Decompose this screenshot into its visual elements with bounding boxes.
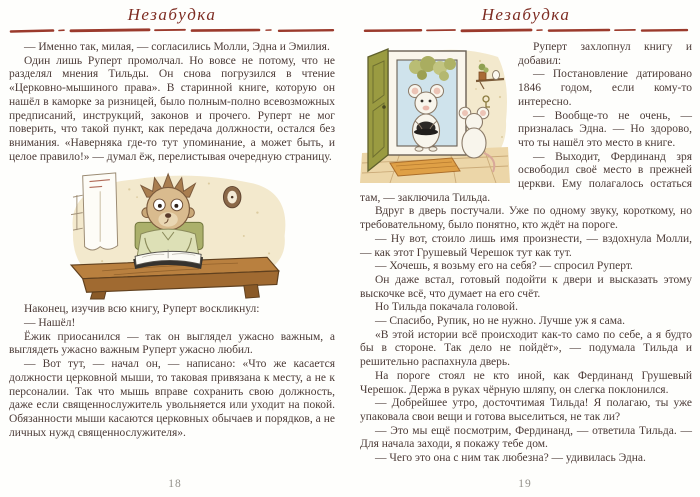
text-block (360, 41, 692, 466)
paragraph: — Это мы ещё посмотрим, Фердинанд, — ответила Тильда. — Для начала заходи, я покажу тебе дом. (360, 424, 692, 451)
header-rule (9, 26, 335, 35)
paragraph: — Постановление датировано 1846 годом, если кому-то интересно. (518, 68, 692, 108)
paragraph: — Вообще-то не очень, — призналась Эдна. — Но здорово, что ты нашёл это место в книге. (518, 109, 692, 149)
paragraph: Ёжик приосанился — так он выглядел ужасно важным, а выглядеть ужасно важным Руперт ужасно любил. (9, 330, 335, 357)
paragraph: Вдруг в дверь постучали. Уже по одному звуку, короткому, но требовательному, было понятно, кто ждёт на пороге. (360, 205, 692, 232)
page-number: 19 (518, 478, 532, 490)
paragraph: Наконец, изучив всю книгу, Руперт воскликнул: (24, 303, 260, 316)
text-block-top (9, 41, 335, 164)
paragraph: — Чего это она с ним так любезна? — удивилась Эдна. (375, 452, 646, 465)
wall-clock (223, 187, 240, 208)
paragraph: — Добрейшее утро, досточтимая Тильда! Я полагаю, ты уже упаковала свои вещи и готова выселиться, не так ли? (360, 397, 692, 423)
paragraph: На пороге стоял не кто иной, как Фердинанд Грушевый Черешок. Держа в руках чёрную шляпу, он слегка поклонился. (360, 369, 692, 396)
paragraph: — Вот тут, — начал он, — написано: «Что же касается должности церковной мыши, то таковая привязана к месту, а не к персоналии. Так что мышь вправе сохранить свою должность, даже если священнослужитель увольняется или уходит на покой. Обязанности мыши касаются церковных обычаев и порядков, а не личных нужд священнослужителя». (9, 358, 335, 439)
page-number: 18 (168, 478, 182, 490)
mice-at-door-illustration (360, 45, 510, 183)
paragraph: — Именно так, милая, — согласились Молли, Эдна и Эмилия. (24, 41, 330, 53)
text-block-bottom (9, 303, 335, 440)
paragraph: — Нашёл! (24, 317, 76, 330)
paragraph: Один лишь Руперт промолчал. Но вовсе не потому, что не разделял мнения Тильды. Он снова погрузился в чтение «Церковно-мышиного права». В старинной книге, которую он нашёл в каморке за ризницей, было полным-полно всевозможных предписаний, инструкций, законов и прочего. Руперт не мог поверить, что такой пункт, как передача должности, остался без внимания. «Наверняка где-то тут упоминание, а может быть, и целое правило!» — думал ёж, перелистывая очередную страницу. (9, 54, 335, 163)
paragraph: «В этой истории всё происходит как-то само по себе, а я будто бы в стороне. Так дело не пойдёт», — подумала Тильда и решительно распахнула дверь. (360, 328, 692, 369)
paragraph: — Ну вот, стоило лишь имя произнести, — вздохнула Молли, — как этот Грушевый Черешок тут как тут. (360, 232, 692, 259)
paragraph: Он даже встал, готовый подойти к двери и высказать этому выскочке всё, что думает на его счёт. (360, 273, 692, 300)
paragraph: — Хочешь, я возьму его на себя? — спросил Руперт. (375, 260, 633, 273)
door (368, 49, 388, 171)
hedgehog-at-desk-illustration (40, 168, 304, 300)
header-rule (363, 26, 689, 35)
paragraph: — Спасибо, Рупик, но не нужно. Лучше уж я сама. (375, 315, 625, 328)
page-right (350, 0, 700, 497)
paragraph: — Выходит, Фердинанд зря освободил своё место в прежней церкви. Ему полагалось остаться там, — заключила Тильда. (360, 150, 692, 204)
door-knob (382, 105, 386, 109)
paragraph: Но Тильда покачала головой. (375, 301, 518, 314)
running-head: Незабудка (127, 5, 217, 24)
running-head: Незабудка (481, 5, 571, 24)
paragraph: Руперт захлопнул книгу и добавил: (518, 41, 692, 67)
